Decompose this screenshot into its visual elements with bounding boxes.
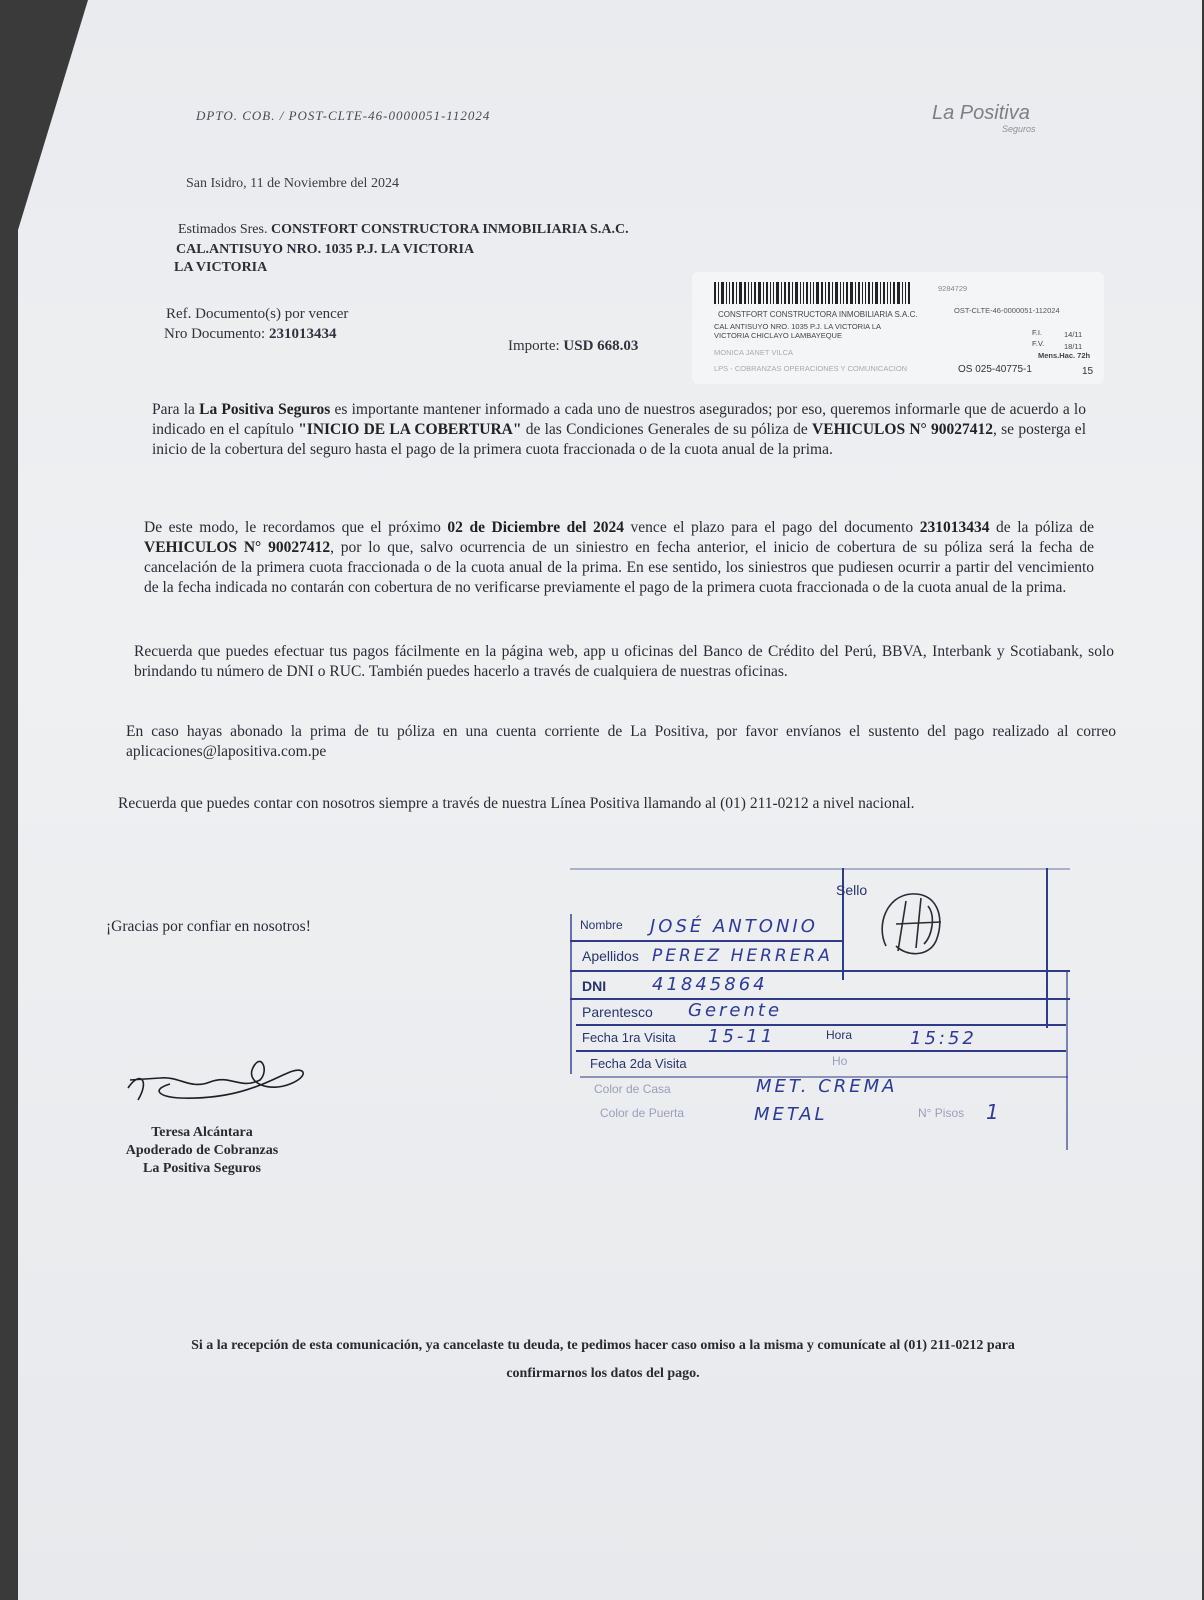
signer-name: Teresa Alcántara <box>151 1125 253 1140</box>
label-fi-value: 14/11 <box>1064 330 1083 339</box>
stamp-puerta-value: METAL <box>754 1104 828 1125</box>
p1-company: La Positiva Seguros <box>199 401 331 418</box>
barcode <box>714 282 928 304</box>
mailing-label <box>692 272 1104 384</box>
label-fv-value: 18/11 <box>1064 342 1083 351</box>
reference-line: Ref. Documento(s) por vencer <box>166 306 349 322</box>
p2-due-date: 02 de Diciembre del 2024 <box>447 519 624 536</box>
stamp-dni-value: 41845864 <box>652 974 768 995</box>
thanks-line: ¡Gracias por confiar en nosotros! <box>106 918 311 935</box>
barcode-bar <box>736 282 737 304</box>
barcode-bar <box>902 282 903 304</box>
barcode-bar <box>908 282 910 304</box>
barcode-bar <box>828 282 830 304</box>
footer-note <box>78 1332 1128 1388</box>
barcode-bar <box>781 282 782 304</box>
barcode-bar <box>732 282 734 304</box>
la-positiva-logo <box>932 100 1052 140</box>
barcode-bar <box>840 282 841 304</box>
label-company: CONSTFORT CONSTRUCTORA INMOBILIARIA S.A.C. <box>718 310 918 319</box>
barcode-bar <box>714 282 716 304</box>
barcode-bar <box>887 282 888 304</box>
barcode-bar <box>832 282 833 304</box>
barcode-bar <box>773 282 774 304</box>
barcode-bar <box>897 282 900 304</box>
barcode-bar <box>729 282 730 304</box>
p1-text-c: es importante mantener informado a cada uno de nuestros asegurados; por eso, queremos informarle que de acuerdo a lo indicado en el capítulo <box>152 401 1086 438</box>
label-area-small: LPS - COBRANZAS OPERACIONES Y COMUNICACION <box>714 364 908 373</box>
barcode-bar <box>718 282 719 304</box>
stamp-puerta-label: Color de Puerta <box>600 1106 685 1120</box>
stamp-hora1-value: 15:52 <box>910 1028 977 1049</box>
stamp-casa-label: Color de Casa <box>594 1082 671 1096</box>
barcode-bar <box>803 282 804 304</box>
barcode-bar <box>813 282 814 304</box>
department-reference: DPTO. COB. / POST-CLTE-46-0000051-112024 <box>196 108 491 123</box>
barcode-bar <box>855 282 856 304</box>
barcode-bar <box>843 282 844 304</box>
label-address-1: CAL ANTISUYO NRO. 1035 P.J. LA VICTORIA LA <box>714 322 882 331</box>
paragraph-2 <box>144 518 1094 598</box>
footer-line-1: Si a la recepción de esta comunicación, ya cancelaste tu deuda, te pedimos hacer caso omiso a la misma y comunícate al (01) 211-0212 para <box>191 1338 1015 1353</box>
barcode-bar <box>810 282 811 304</box>
company-name: CONSTFORT CONSTRUCTORA INMOBILIARIA S.A.C. <box>270 222 629 237</box>
salutation: Estimados Sres. <box>178 222 268 237</box>
barcode-bar <box>883 282 885 304</box>
paragraph-3: Recuerda que puedes efectuar tus pagos fácilmente en la página web, app u oficinas del Banco de Crédito del Perú, BBVA, Interbank y Scotiabank, solo brindando tu número de DNI o RUC. También puedes hacerlo a través de cualquiera de nuestras oficinas. <box>134 643 1114 680</box>
paragraph-5: Recuerda que puedes contar con nosotros siempre a través de nuestra Línea Positiva llamando al (01) 211-0212 a nivel nacional. <box>118 795 915 812</box>
barcode-bar <box>766 282 768 304</box>
label-mens: Mens.Hac. 72h <box>1038 351 1091 360</box>
label-os-code: OS 025-40775-1 <box>958 364 1032 375</box>
stamp-nombre-label: Nombre <box>580 918 623 932</box>
barcode-bar <box>754 282 756 304</box>
stamp-pisos-label: N° Pisos <box>918 1106 965 1120</box>
label-name-small: MONICA JANET VILCA <box>714 348 794 357</box>
visit-stamp <box>570 868 1070 1178</box>
p2-text-e: de la póliza de <box>989 519 1094 536</box>
barcode-bar <box>865 282 866 304</box>
barcode-bar <box>726 282 727 304</box>
stamp-fecha2-label: Fecha 2da Visita <box>590 1056 687 1071</box>
barcode-bar <box>862 282 863 304</box>
recipient-district: LA VICTORIA <box>174 260 268 275</box>
p2-text-c: vence el plazo para el pago del documento <box>624 519 920 536</box>
amount-label: Importe: <box>508 338 560 354</box>
barcode-bar <box>739 282 742 304</box>
barcode-bar <box>905 282 906 304</box>
signer-company: La Positiva Seguros <box>143 1161 261 1176</box>
p1-text-e: de las Condiciones Generales de su póliza de <box>521 421 813 438</box>
barcode-bar <box>858 282 860 304</box>
label-post-code: OST-CLTE-46-0000051-112024 <box>954 306 1060 315</box>
stamp-apellido-label: Apellidos <box>582 948 639 964</box>
p1-text-a: Para la <box>152 401 200 418</box>
label-os-num: 15 <box>1082 366 1094 377</box>
date-line: San Isidro, 11 de Noviembre del 2024 <box>186 176 399 191</box>
stamp-parentesco-value: Gerente <box>688 1000 783 1021</box>
barcode-bar <box>770 282 771 304</box>
barcode-bar <box>816 282 819 304</box>
p2-text-g: , por lo que, salvo ocurrencia de un siniestro en fecha anterior, el inicio de cobertura de su póliza será la fecha de cancelación de la primera cuota fraccionada o de la cuota anual de la prima. En ese sentido, los siniestros que pudiesen ocurrir a partir del vencimiento de la fecha indicada no contarán con cobertura de no verificarse previamente el pago de la primera cuota fraccionada o de la cuota anual de la prima. <box>144 539 1094 596</box>
barcode-bar <box>875 282 878 304</box>
p2-text-a: De este modo, le recordamos que el próximo <box>144 519 448 536</box>
barcode-bar <box>763 282 764 304</box>
stamp-sello-label: Sello <box>836 882 868 898</box>
barcode-bar <box>846 282 848 304</box>
barcode-bar <box>835 282 838 304</box>
p1-policy: VEHICULOS N° 90027412 <box>812 421 993 438</box>
stamp-seal-mark <box>866 886 956 966</box>
barcode-bar <box>868 282 870 304</box>
barcode-bar <box>788 282 790 304</box>
document-number-value: 231013434 <box>268 326 337 342</box>
stamp-nombre-value: JOSÉ ANTONIO <box>650 916 818 937</box>
logo-main-text: La Positiva <box>932 102 1030 124</box>
barcode-bar <box>792 282 793 304</box>
stamp-pisos-value: 1 <box>986 1100 1002 1124</box>
barcode-bar <box>721 282 724 304</box>
p1-chapter: "INICIO DE LA COBERTURA" <box>298 421 522 438</box>
barcode-bar <box>880 282 881 304</box>
footer-line-2: confirmarnos los datos del pago. <box>506 1366 700 1381</box>
stamp-fecha1-label: Fecha 1ra Visita <box>582 1030 676 1045</box>
stamp-casa-value: MET. CREMA <box>756 1076 898 1097</box>
barcode-bar <box>784 282 786 304</box>
stamp-parentesco-label: Parentesco <box>582 1004 653 1020</box>
barcode-bar <box>748 282 749 304</box>
stamp-dni-label: DNI <box>582 978 607 994</box>
label-code-small: 9284729 <box>938 284 968 293</box>
stamp-apellido-value: PEREZ HERRERA <box>652 946 833 966</box>
barcode-bar <box>825 282 826 304</box>
paragraph-4: En caso hayas abonado la prima de tu póliza en una cuenta corriente de La Positiva, por favor envíanos el sustento del pago realizado al correo aplicaciones@lapositiva.com.pe <box>126 723 1116 760</box>
label-fv-label: F.V. <box>1032 339 1045 348</box>
barcode-bar <box>744 282 746 304</box>
p1-text-g: , se posterga el inicio de la cobertura del seguro hasta el pago de la primera cuota fraccionada o de la cuota anual de la prima. <box>152 421 1086 458</box>
barcode-bar <box>800 282 801 304</box>
stamp-fecha1-value: 15-11 <box>708 1026 776 1047</box>
recipient-line-1 <box>178 222 629 238</box>
barcode-bar <box>758 282 761 304</box>
barcode-bar <box>890 282 891 304</box>
barcode-bar <box>806 282 808 304</box>
barcode-bar <box>821 282 823 304</box>
logo-sub-text: Seguros <box>1002 124 1036 134</box>
p2-policy: VEHICULOS N° 90027412 <box>144 539 331 556</box>
amount <box>508 338 638 355</box>
label-fi-label: F.I. <box>1032 328 1043 337</box>
label-address-2: VICTORIA CHICLAYO LAMBAYEQUE <box>714 331 842 340</box>
amount-value: USD 668.03 <box>563 338 639 354</box>
signer-role: Apoderado de Cobranzas <box>125 1143 279 1158</box>
barcode-bar <box>795 282 798 304</box>
barcode-bar <box>751 282 752 304</box>
document-number <box>164 326 336 343</box>
document-number-label: Nro Documento: <box>164 326 266 342</box>
p2-document: 231013434 <box>919 519 990 536</box>
barcode-bar <box>893 282 895 304</box>
barcode-bar <box>776 282 779 304</box>
paragraph-1 <box>152 400 1086 460</box>
barcode-bar <box>850 282 853 304</box>
barcode-bar <box>872 282 873 304</box>
stamp-hora1-label: Hora <box>826 1028 853 1042</box>
stamp-hora2-label: Ho <box>832 1054 848 1068</box>
recipient-address: CAL.ANTISUYO NRO. 1035 P.J. LA VICTORIA <box>176 242 475 257</box>
signer-block <box>92 1042 312 1178</box>
